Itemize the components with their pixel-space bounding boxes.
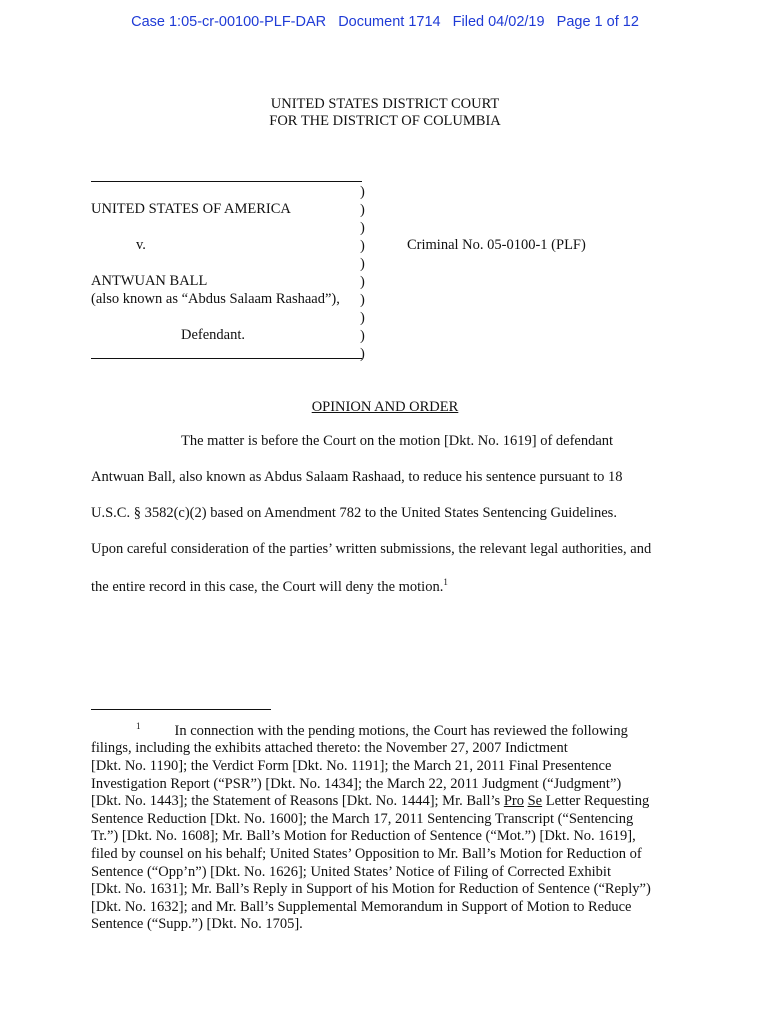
paren: ) — [360, 184, 365, 200]
paren: ) — [360, 220, 365, 236]
case-number: Criminal No. 05-0100-1 (PLF) — [407, 237, 586, 253]
caption-bottom-rule — [91, 358, 362, 359]
pro-text: Pro — [503, 793, 524, 810]
court-name-line1: UNITED STATES DISTRICT COURT — [270, 96, 500, 112]
body-line-5 — [91, 577, 448, 596]
court-name-line2: FOR THE DISTRICT OF COLUMBIA — [269, 113, 501, 129]
paren: ) — [360, 310, 365, 326]
footnote-line: filed by counsel on his behalf; United States’ Opposition to Mr. Ball’s Motion for Reduction of — [91, 845, 642, 862]
footnote-first-line-text: In connection with the pending motions, the Court has reviewed the following — [174, 722, 628, 739]
footnote-line: [Dkt. No. 1632]; and Mr. Ball’s Supplemental Memorandum in Support of Motion to Reduce — [91, 898, 632, 915]
document-title-text: OPINION AND ORDER — [311, 399, 459, 415]
body-line-3: U.S.C. § 3582(c)(2) based on Amendment 782 to the United States Sentencing Guidelines. — [91, 505, 617, 521]
footnote-line: Sentence (“Opp’n”) [Dkt. No. 1626]; United States’ Notice of Filing of Corrected Exhibit — [91, 863, 611, 880]
paren: ) — [360, 256, 365, 272]
footnote-number: 1 — [136, 721, 141, 731]
footnote-line: Tr.”) [Dkt. No. 1608]; Mr. Ball’s Motion for Reduction of Sentence (“Mot.”) [Dkt. No. 1619], — [91, 828, 636, 845]
paren: ) — [360, 238, 365, 254]
footnote-line-text: Letter Requesting — [542, 793, 650, 810]
paren: ) — [360, 328, 365, 344]
caption-top-rule — [91, 181, 362, 182]
footnote-line: [Dkt. No. 1631]; Mr. Ball’s Reply in Support of his Motion for Reduction of Sentence (“Reply”) — [91, 881, 651, 898]
body-line-5-text: the entire record in this case, the Court will deny the motion. — [91, 578, 444, 595]
body-line-1: The matter is before the Court on the motion [Dkt. No. 1619] of defendant — [181, 433, 614, 449]
footnote-line: Sentence (“Supp.”) [Dkt. No. 1705]. — [91, 916, 303, 933]
footnote-reference: 1 — [443, 577, 448, 587]
caption-plaintiff: UNITED STATES OF AMERICA — [91, 201, 291, 217]
caption-defendant-aka: (also known as “Abdus Salaam Rashaad”), — [91, 291, 340, 307]
paren: ) — [360, 202, 365, 218]
caption-defendant-name: ANTWUAN BALL — [91, 273, 208, 289]
footnote — [91, 718, 681, 934]
ecf-header: Case 1:05-cr-00100-PLF-DAR Document 1714 Filed 04/02/19 Page 1 of 12 — [131, 14, 639, 30]
footnote-line: filings, including the exhibits attached thereto: the November 27, 2007 Indictment — [91, 740, 568, 757]
footnote-separator — [91, 709, 271, 710]
caption-parenthesis-column — [360, 183, 365, 363]
caption-versus: v. — [136, 237, 146, 253]
se-text: Se — [527, 793, 543, 810]
paren: ) — [360, 292, 365, 308]
caption-defendant-role: Defendant. — [181, 327, 246, 343]
body-line-4: Upon careful consideration of the parties’ written submissions, the relevant legal authorities, and — [91, 541, 652, 557]
paren: ) — [360, 274, 365, 290]
footnote-line: Sentence Reduction [Dkt. No. 1600]; the March 17, 2011 Sentencing Transcript (“Sentencing — [91, 810, 634, 827]
court-name — [0, 96, 770, 130]
footnote-line-pro-se — [91, 793, 681, 811]
footnote-line: [Dkt. No. 1190]; the Verdict Form [Dkt. No. 1191]; the March 21, 2011 Final Presentence — [91, 758, 612, 775]
body-line-2: Antwuan Ball, also known as Abdus Salaam Rashaad, to reduce his sentence pursuant to 18 — [91, 469, 623, 485]
document-title — [0, 399, 770, 416]
paren: ) — [360, 346, 365, 362]
footnote-line-text: [Dkt. No. 1443]; the Statement of Reasons [Dkt. No. 1444]; Mr. Ball’s — [91, 793, 504, 810]
footnote-first-line — [91, 718, 681, 740]
footnote-line: Investigation Report (“PSR”) [Dkt. No. 1434]; the March 22, 2011 Judgment (“Judgment”) — [91, 775, 622, 792]
